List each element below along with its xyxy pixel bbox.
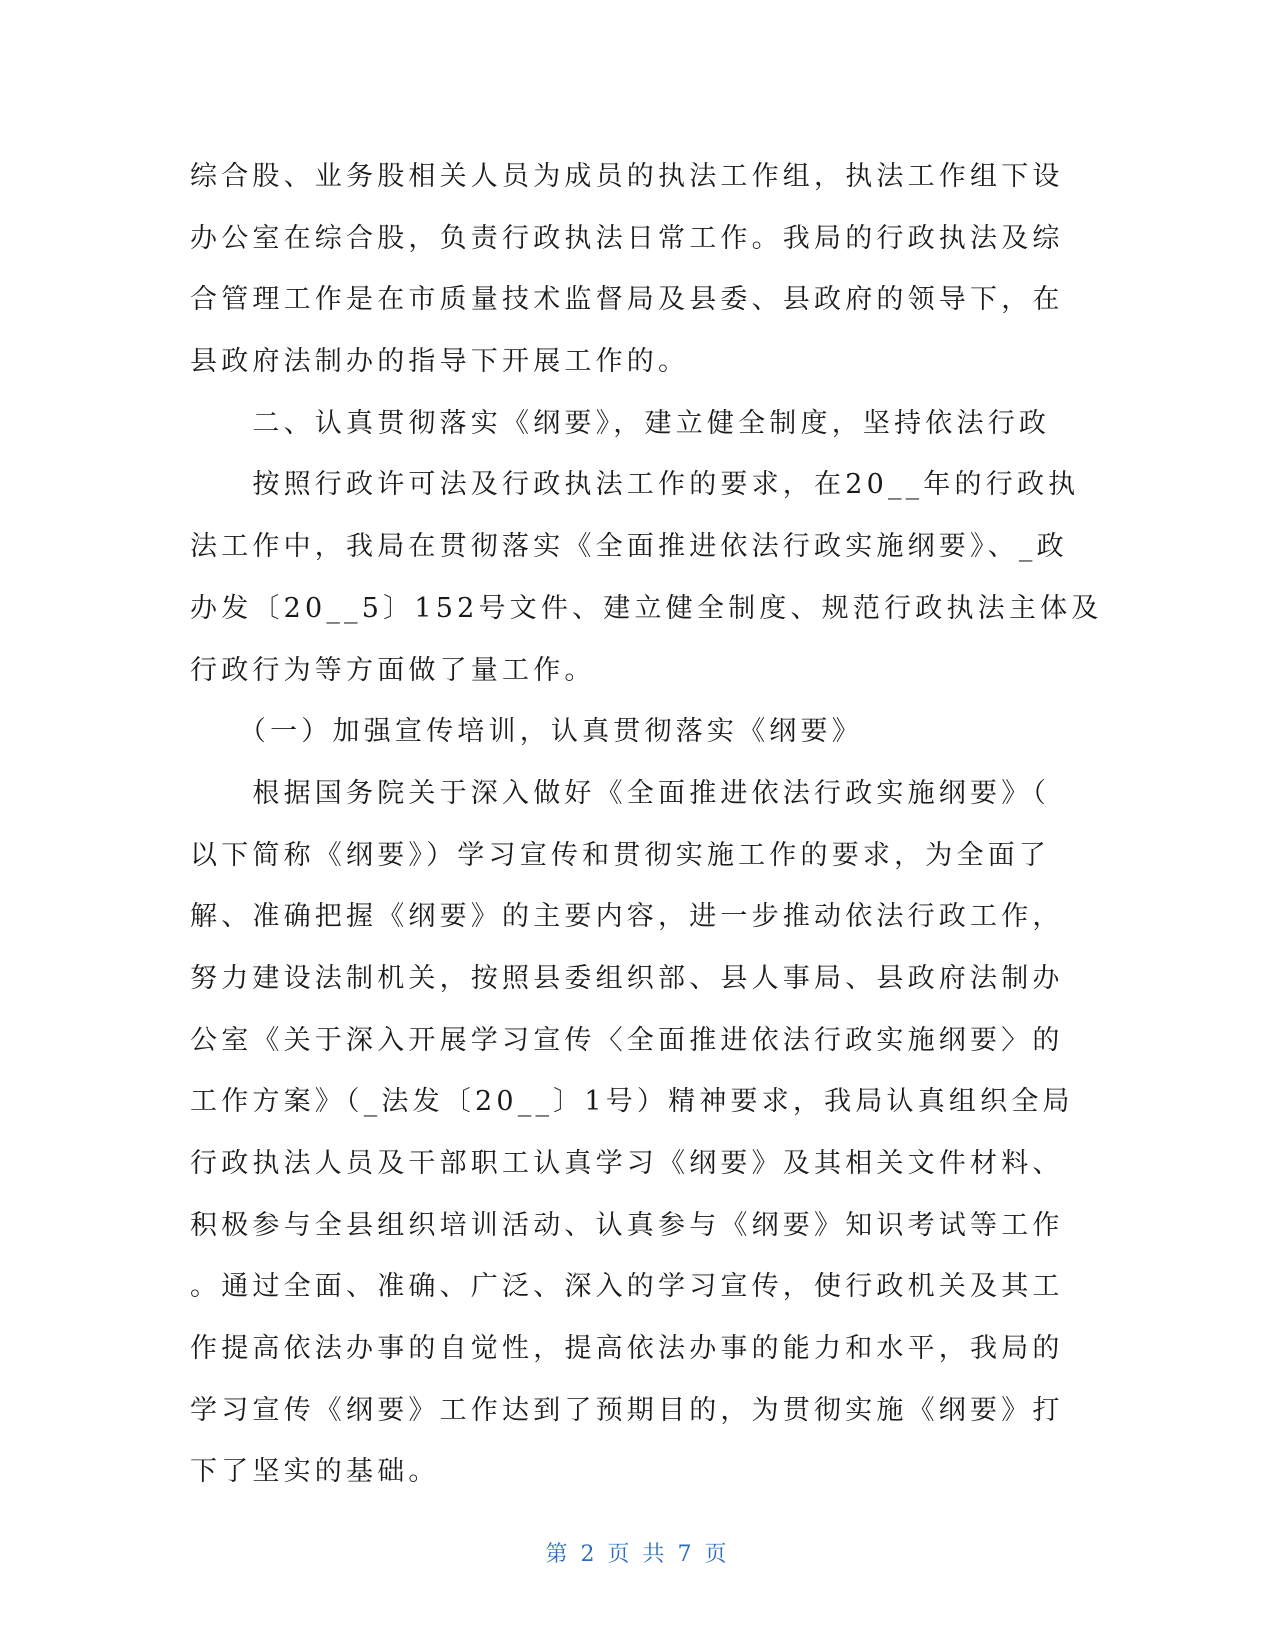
text-line: 作提高依法办事的自觉性，提高依法办事的能力和水平，我局的 xyxy=(190,1333,1064,1365)
text-line: 以下简称《纲要》）学习宣传和贯彻实施工作的要求，为全面了 xyxy=(190,839,1051,871)
text-line: 公室《关于深入开展学习宣传〈全面推进依法行政实施纲要〉的 xyxy=(190,1024,1064,1056)
page-number-footer: 第 2 页 共 7 页 xyxy=(545,1542,730,1567)
text-line: 解、准确把握《纲要》的主要内容，进一步推动依法行政工作， xyxy=(190,901,1064,933)
text-line: 下了坚实的基础。 xyxy=(190,1456,440,1488)
text-line: 办公室在综合股，负责行政执法日常工作。我局的行政执法及综 xyxy=(190,222,1064,254)
text-line: 办发〔20__5〕152号文件、建立健全制度、规范行政执法主体及 xyxy=(190,592,1103,624)
text-line: 积极参与全县组织培训活动、认真参与《纲要》知识考试等工作 xyxy=(190,1209,1064,1241)
text-line: 努力建设法制机关，按照县委组织部、县人事局、县政府法制办 xyxy=(190,962,1064,994)
text-line: 工作方案》（_法发〔20__〕1号）精神要求，我局认真组织全局 xyxy=(190,1086,1074,1118)
text-line: 法工作中，我局在贯彻落实《全面推进依法行政实施纲要》、_政 xyxy=(190,531,1068,563)
text-line: 学习宣传《纲要》工作达到了预期目的，为贯彻实施《纲要》打 xyxy=(190,1394,1064,1426)
text-line: 根据国务院关于深入做好《全面推进依法行政实施纲要》（ xyxy=(190,777,1051,809)
text-line: 合管理工作是在市质量技术监督局及县委、县政府的领导下，在 xyxy=(190,284,1064,316)
text-line: 按照行政许可法及行政执法工作的要求，在20__年的行政执 xyxy=(190,469,1080,501)
document-body xyxy=(190,146,1103,1503)
section-heading: 二、认真贯彻落实《纲要》，建立健全制度，坚持依法行政 xyxy=(190,407,1051,439)
text-line: 。通过全面、准确、广泛、深入的学习宣传，使行政机关及其工 xyxy=(190,1271,1064,1303)
text-line: 行政行为等方面做了量工作。 xyxy=(190,654,596,686)
text-line: 行政执法人员及干部职工认真学习《纲要》及其相关文件材料、 xyxy=(190,1148,1064,1179)
text-line: 综合股、业务股相关人员为成员的执法工作组，执法工作组下设 xyxy=(190,161,1064,192)
text-line: 县政府法制办的指导下开展工作的。 xyxy=(190,346,690,378)
subsection-heading: （一）加强宣传培训，认真贯彻落实《纲要》 xyxy=(190,716,863,748)
